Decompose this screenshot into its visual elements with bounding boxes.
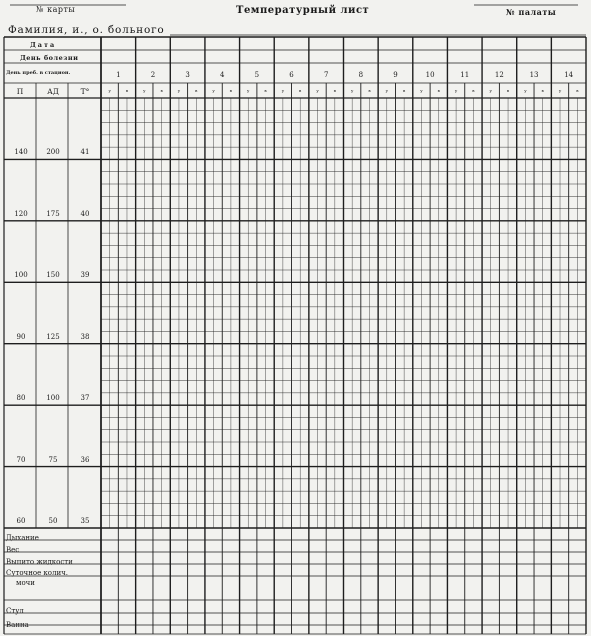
morning-shift-label: у xyxy=(420,88,423,93)
fluid-drunk-label: Выпито жидкости xyxy=(6,558,73,566)
morning-shift-label: у xyxy=(281,88,285,93)
evening-shift-label: в xyxy=(402,88,406,93)
day-number: 10 xyxy=(425,71,435,79)
morning-shift-label: у xyxy=(454,88,458,93)
bp-scale-value: 200 xyxy=(46,148,60,157)
evening-shift-label: в xyxy=(264,88,267,93)
bp-scale-value: 150 xyxy=(46,271,60,280)
evening-shift-label: в xyxy=(125,88,129,93)
evening-shift-label: в xyxy=(160,88,163,93)
form-title: Температурный лист xyxy=(236,5,370,16)
evening-shift-label: в xyxy=(299,88,302,93)
bp-scale-value: 125 xyxy=(46,332,60,341)
temp-header: Т° xyxy=(80,87,90,96)
daily-urine-label: Суточное колич. xyxy=(6,569,68,577)
patient-name-label[interactable]: Фамилия, и., о. больного xyxy=(8,24,165,36)
bp-header: АД xyxy=(47,87,59,96)
temp-scale-value: 41 xyxy=(80,148,90,157)
evening-shift-label: в xyxy=(472,88,475,93)
temp-scale-value: 39 xyxy=(80,271,90,280)
morning-shift-label: у xyxy=(247,88,250,93)
pulse-scale-value: 70 xyxy=(16,455,26,464)
morning-shift-label: у xyxy=(350,88,354,93)
morning-shift-label: у xyxy=(558,88,562,93)
day-number: 2 xyxy=(150,71,156,79)
temp-scale-value: 37 xyxy=(80,394,90,403)
day-number: 7 xyxy=(323,71,329,79)
date-row-label: Дата xyxy=(30,41,57,49)
morning-shift-label: у xyxy=(177,88,181,93)
evening-shift-label: в xyxy=(506,88,510,93)
pulse-scale-value: 60 xyxy=(16,517,26,525)
evening-shift-label: в xyxy=(576,88,579,93)
pulse-scale-value: 80 xyxy=(16,394,26,403)
evening-shift-label: в xyxy=(333,88,336,93)
pulse-header: П xyxy=(16,87,24,96)
card-number-label: № карты xyxy=(36,5,76,14)
morning-shift-label: у xyxy=(143,88,146,93)
morning-shift-label: у xyxy=(489,88,492,93)
weight-label: Вес xyxy=(6,546,20,554)
day-number: 14 xyxy=(564,71,574,79)
bp-scale-value: 50 xyxy=(48,517,58,525)
morning-shift-label: у xyxy=(316,88,319,93)
day-number: 8 xyxy=(358,71,364,79)
evening-shift-label: в xyxy=(541,88,544,93)
day-number: 9 xyxy=(393,71,398,79)
pulse-scale-value: 140 xyxy=(14,148,28,157)
bp-scale-value: 175 xyxy=(46,209,60,218)
evening-shift-label: в xyxy=(195,88,198,93)
breathing-label: Дыхание xyxy=(6,534,39,542)
daily-urine-label-2: мочи xyxy=(16,579,35,587)
stool-label: Стул xyxy=(6,607,24,615)
pulse-scale-value: 120 xyxy=(14,209,28,218)
bp-scale-value: 75 xyxy=(48,455,58,464)
morning-shift-label: у xyxy=(385,88,388,93)
morning-shift-label: у xyxy=(524,88,527,93)
day-number: 5 xyxy=(254,71,260,79)
stay-day-row-label: День преб. в стацион. xyxy=(6,70,71,76)
temp-scale-value: 35 xyxy=(80,517,90,525)
evening-shift-label: в xyxy=(229,88,233,93)
pulse-scale-value: 90 xyxy=(16,332,26,341)
evening-shift-label: в xyxy=(437,88,440,93)
day-number: 6 xyxy=(289,71,294,79)
day-number: 1 xyxy=(116,71,121,79)
temp-scale-value: 38 xyxy=(80,332,90,341)
day-number: 3 xyxy=(185,71,190,79)
bp-scale-value: 100 xyxy=(46,394,60,403)
morning-shift-label: у xyxy=(108,88,111,93)
day-number: 4 xyxy=(220,71,225,79)
evening-shift-label: в xyxy=(368,88,371,93)
day-number: 13 xyxy=(529,71,539,79)
day-number: 11 xyxy=(460,71,470,79)
ward-number-label: № палаты xyxy=(506,7,557,17)
day-number: 12 xyxy=(494,71,504,79)
morning-shift-label: у xyxy=(212,88,215,93)
bath-label: Ванна xyxy=(6,621,29,629)
sick-day-row-label: День болезни xyxy=(20,54,79,62)
temp-scale-value: 40 xyxy=(80,209,90,218)
pulse-scale-value: 100 xyxy=(14,271,28,280)
temp-scale-value: 36 xyxy=(80,455,90,464)
